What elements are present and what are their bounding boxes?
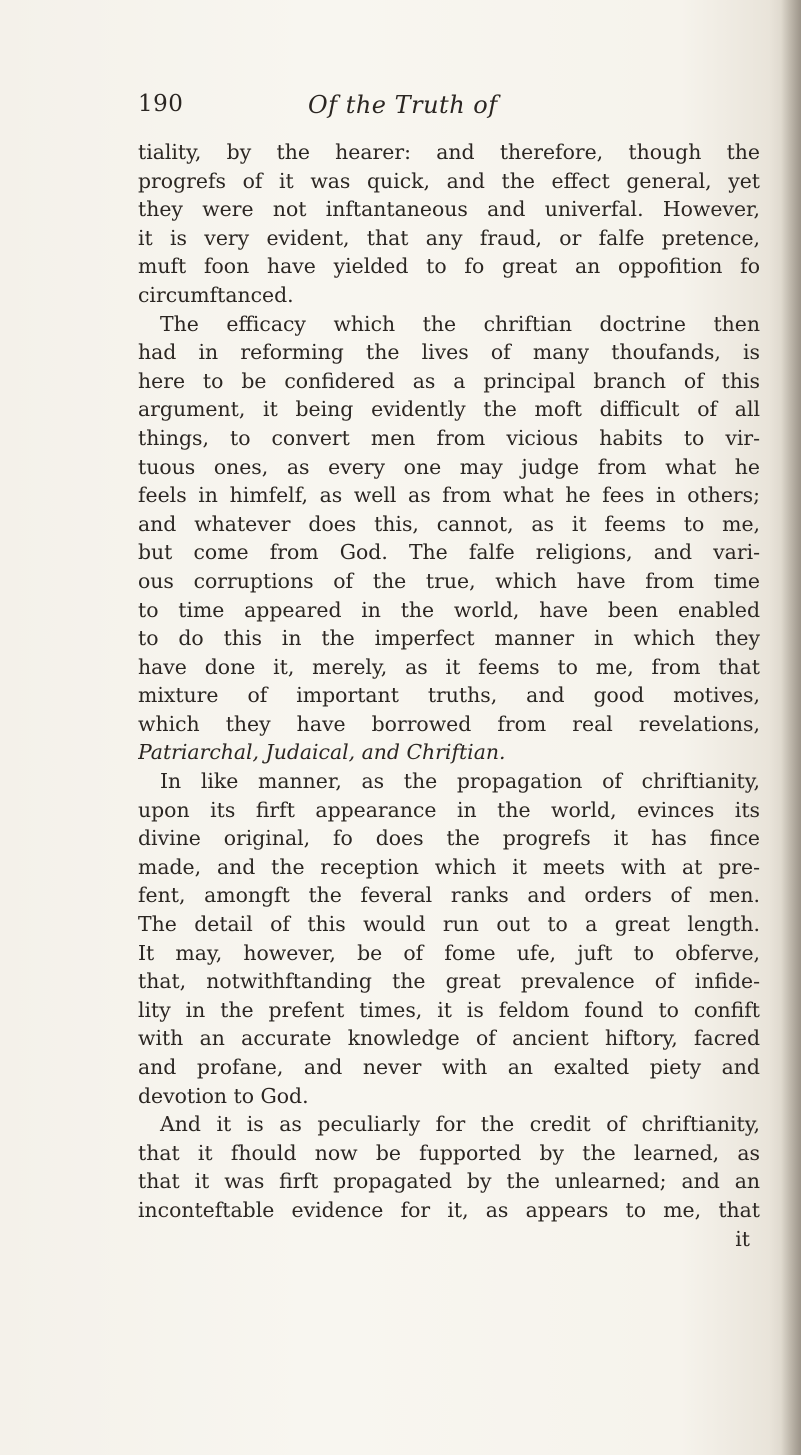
body-text (138, 138, 760, 1253)
text-line: that it was firft propagated by the unlearned; and an (138, 1169, 760, 1194)
text-line: fent, amongft the feveral ranks and orders of men. (138, 883, 760, 908)
text-line: inconteftable evidence for it, as appears to me, that (138, 1197, 760, 1222)
text-line: which they have borrowed from real revelations, (138, 711, 760, 736)
text-line: that it fhould now be fupported by the learned, as (138, 1140, 760, 1165)
text-line: circumftanced. (138, 282, 294, 307)
text-line: The efficacy which the chriftian doctrine then (160, 311, 760, 336)
text-line: argument, it being evidently the moft difficult of all (138, 397, 760, 422)
text-line: muft foon have yielded to fo great an oppofition fo (138, 254, 760, 279)
text-line: it is very evident, that any fraud, or falfe pretence, (138, 225, 760, 250)
text-line: Patriarchal, Judaical, and Chriftian. (138, 740, 506, 765)
text-line: had in reforming the lives of many thoufands, is (138, 340, 760, 365)
text-line: have done it, merely, as it feems to me, from that (138, 654, 760, 679)
text-line: to do this in the imperfect manner in which they (138, 626, 760, 651)
text-line: tiality, by the hearer: and therefore, though the (138, 140, 760, 164)
page-edge-shadow (781, 0, 801, 1455)
text-line: they were not inftantaneous and univerfal. However, (138, 197, 760, 222)
text-line: things, to convert men from vicious habits to vir- (138, 425, 760, 450)
text-line: here to be confidered as a principal branch of this (138, 368, 760, 393)
text-line: upon its firft appearance in the world, evinces its (138, 797, 760, 822)
text-line: to time appeared in the world, have been enabled (138, 597, 760, 622)
text-line: made, and the reception which it meets with at pre- (138, 854, 760, 879)
text-line: that, notwithftanding the great prevalence of infide- (138, 969, 760, 994)
text-line: The detail of this would run out to a great length. (138, 912, 760, 937)
text-line: ous corruptions of the true, which have from time (138, 568, 760, 593)
text-line: mixture of important truths, and good motives, (138, 683, 760, 708)
text-line: In like manner, as the propagation of chriftianity, (160, 769, 760, 794)
text-line: progrefs of it was quick, and the effect general, yet (138, 168, 760, 193)
running-head: Of the Truth of (308, 91, 498, 119)
text-line: lity in the prefent times, it is feldom found to confift (138, 997, 760, 1022)
text-line: devotion to God. (138, 1083, 309, 1108)
text-line: divine original, fo does the progrefs it has fince (138, 826, 760, 851)
text-line: It may, however, be of fome ufe, juft to obferve, (138, 940, 760, 965)
page-header (135, 91, 765, 123)
text-line: and whatever does this, cannot, as it feems to me, (138, 511, 760, 536)
text-line: it (735, 1226, 750, 1251)
text-line: with an accurate knowledge of ancient hiftory, facred (138, 1026, 760, 1051)
text-line: feels in himfelf, as well as from what he fees in others; (138, 483, 760, 508)
text-line: tuous ones, as every one may judge from what he (138, 454, 760, 479)
text-line: and profane, and never with an exalted piety and (138, 1055, 760, 1079)
text-line: And it is as peculiarly for the credit of chriftianity, (160, 1112, 760, 1137)
text-line: but come from God. The falfe religions, and vari- (138, 540, 760, 565)
page-number: 190 (138, 91, 184, 117)
